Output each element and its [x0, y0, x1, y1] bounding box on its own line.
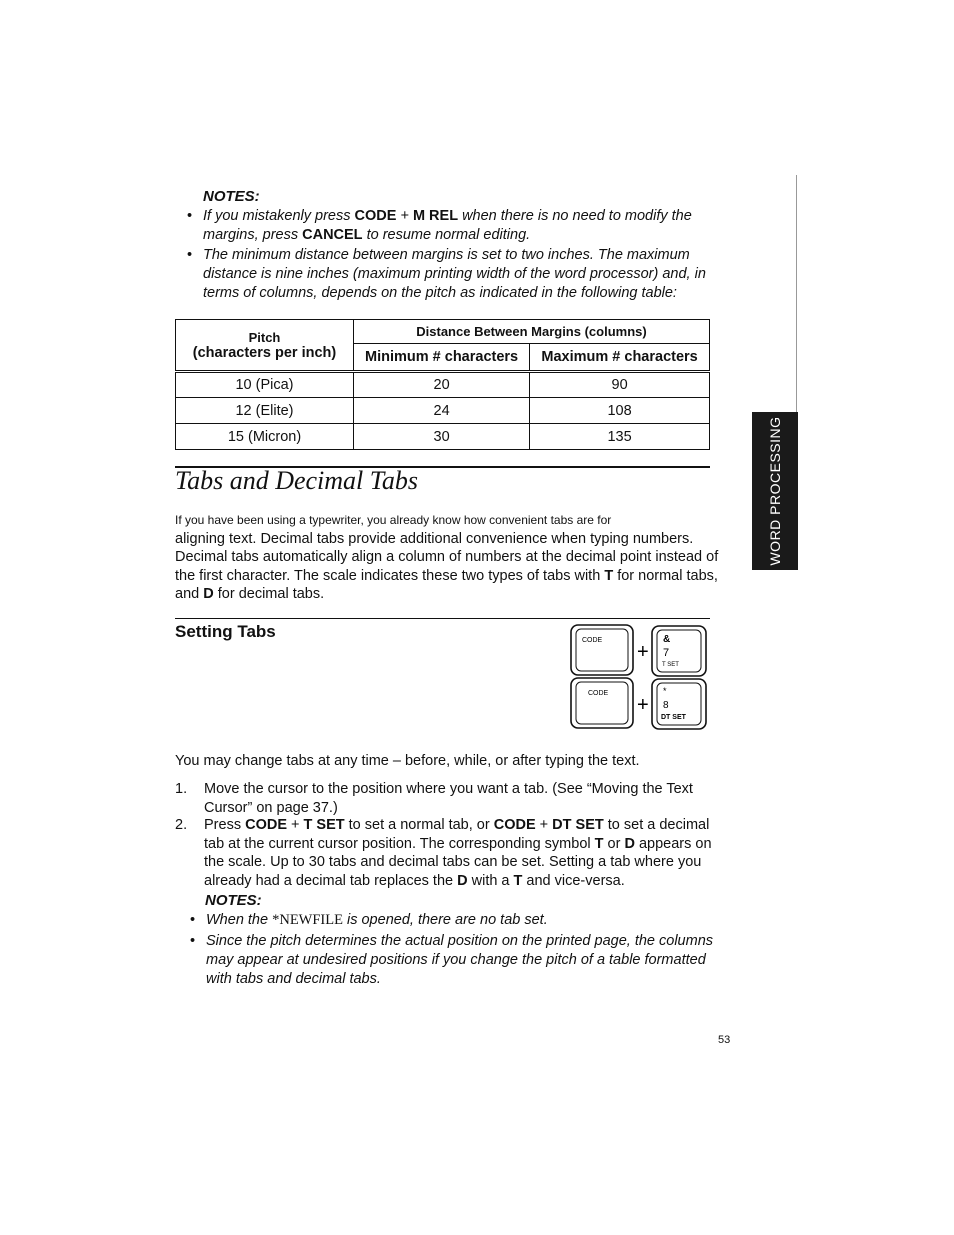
svg-text:CODE: CODE — [588, 690, 609, 697]
svg-text:8: 8 — [663, 700, 669, 711]
svg-text:&: & — [663, 634, 671, 645]
note-bullet-1: • If you mistakenly press CODE + M REL when there is no need to modify the margins, press CANCEL to resume normal editing. — [187, 208, 692, 243]
table-row: 12 (Elite) 24 108 — [176, 398, 710, 424]
section-intro: If you have been using a typewriter, you already know how convenient tabs are for aligning text. Decimal tabs provide additional convenience when typing numbers. Decimal tabs automatically align a column of numbers at the decimal point instead of the first character. The scale indicates these two types of tabs with T for normal tabs, and D for decimal tabs. — [175, 513, 719, 602]
step-1: 1. Move the cursor to the position where you want a tab. (See “Moving the Text Cursor” on page 37.) — [175, 781, 693, 816]
notes-heading-2: NOTES: — [205, 892, 262, 909]
side-tab-label: WORD PROCESSING — [767, 416, 783, 566]
notes-heading: NOTES: — [203, 188, 260, 205]
plus-sign: + — [637, 694, 649, 716]
key-combinations — [568, 622, 710, 732]
pitch-table — [175, 319, 710, 450]
svg-text:*: * — [663, 686, 667, 696]
subsection-title: Setting Tabs — [175, 622, 276, 641]
side-tab — [752, 412, 798, 570]
header-max: Maximum # characters — [530, 344, 710, 372]
header-min: Minimum # characters — [354, 344, 530, 372]
page-edge-line — [796, 175, 797, 412]
note-bullet-2: • The minimum distance between margins is set to two inches. The maximum distance is nine inches (maximum printing width of the word processor) and, in terms of columns, depends on the pitch as indicated in the following table: — [187, 247, 706, 301]
header-distance: Distance Between Margins (columns) — [354, 320, 710, 344]
svg-text:7: 7 — [663, 647, 670, 659]
setting-intro: You may change tabs at any time – before, while, or after typing the text. — [175, 753, 640, 769]
page-number: 53 — [718, 1034, 731, 1046]
table-row: 15 (Micron) 30 135 — [176, 424, 710, 450]
section-title: Tabs and Decimal Tabs — [175, 466, 418, 495]
subsection-divider — [175, 618, 710, 619]
svg-text:DT SET: DT SET — [661, 714, 686, 721]
table-row: 10 (Pica) 20 90 — [176, 372, 710, 398]
header-pitch: Pitch (characters per inch) — [176, 320, 354, 372]
note2-bullet-1: • When the *NEWFILE is opened, there are no tab set. — [190, 912, 548, 928]
step-2: 2. Press CODE + T SET to set a normal tab, or CODE + DT SET to set a decimal tab at the current cursor position. The corresponding symbol T or D appears on the scale. Up to 30 tabs and decimal tabs can be set. Setting a tab where you already had a decimal tab replaces the D with a T and vice-versa. — [175, 817, 712, 889]
plus-sign: + — [637, 641, 649, 663]
svg-text:CODE: CODE — [582, 637, 603, 644]
code-key-1 — [571, 625, 633, 675]
dt-set-key — [652, 679, 706, 729]
t-set-key — [652, 626, 706, 676]
svg-text:T SET: T SET — [662, 662, 679, 668]
code-key-2 — [571, 678, 633, 728]
note2-bullet-2: • Since the pitch determines the actual position on the printed page, the columns may appear at undesired positions if you change the pitch of a table formatted with tabs and decimal tabs. — [190, 933, 714, 987]
